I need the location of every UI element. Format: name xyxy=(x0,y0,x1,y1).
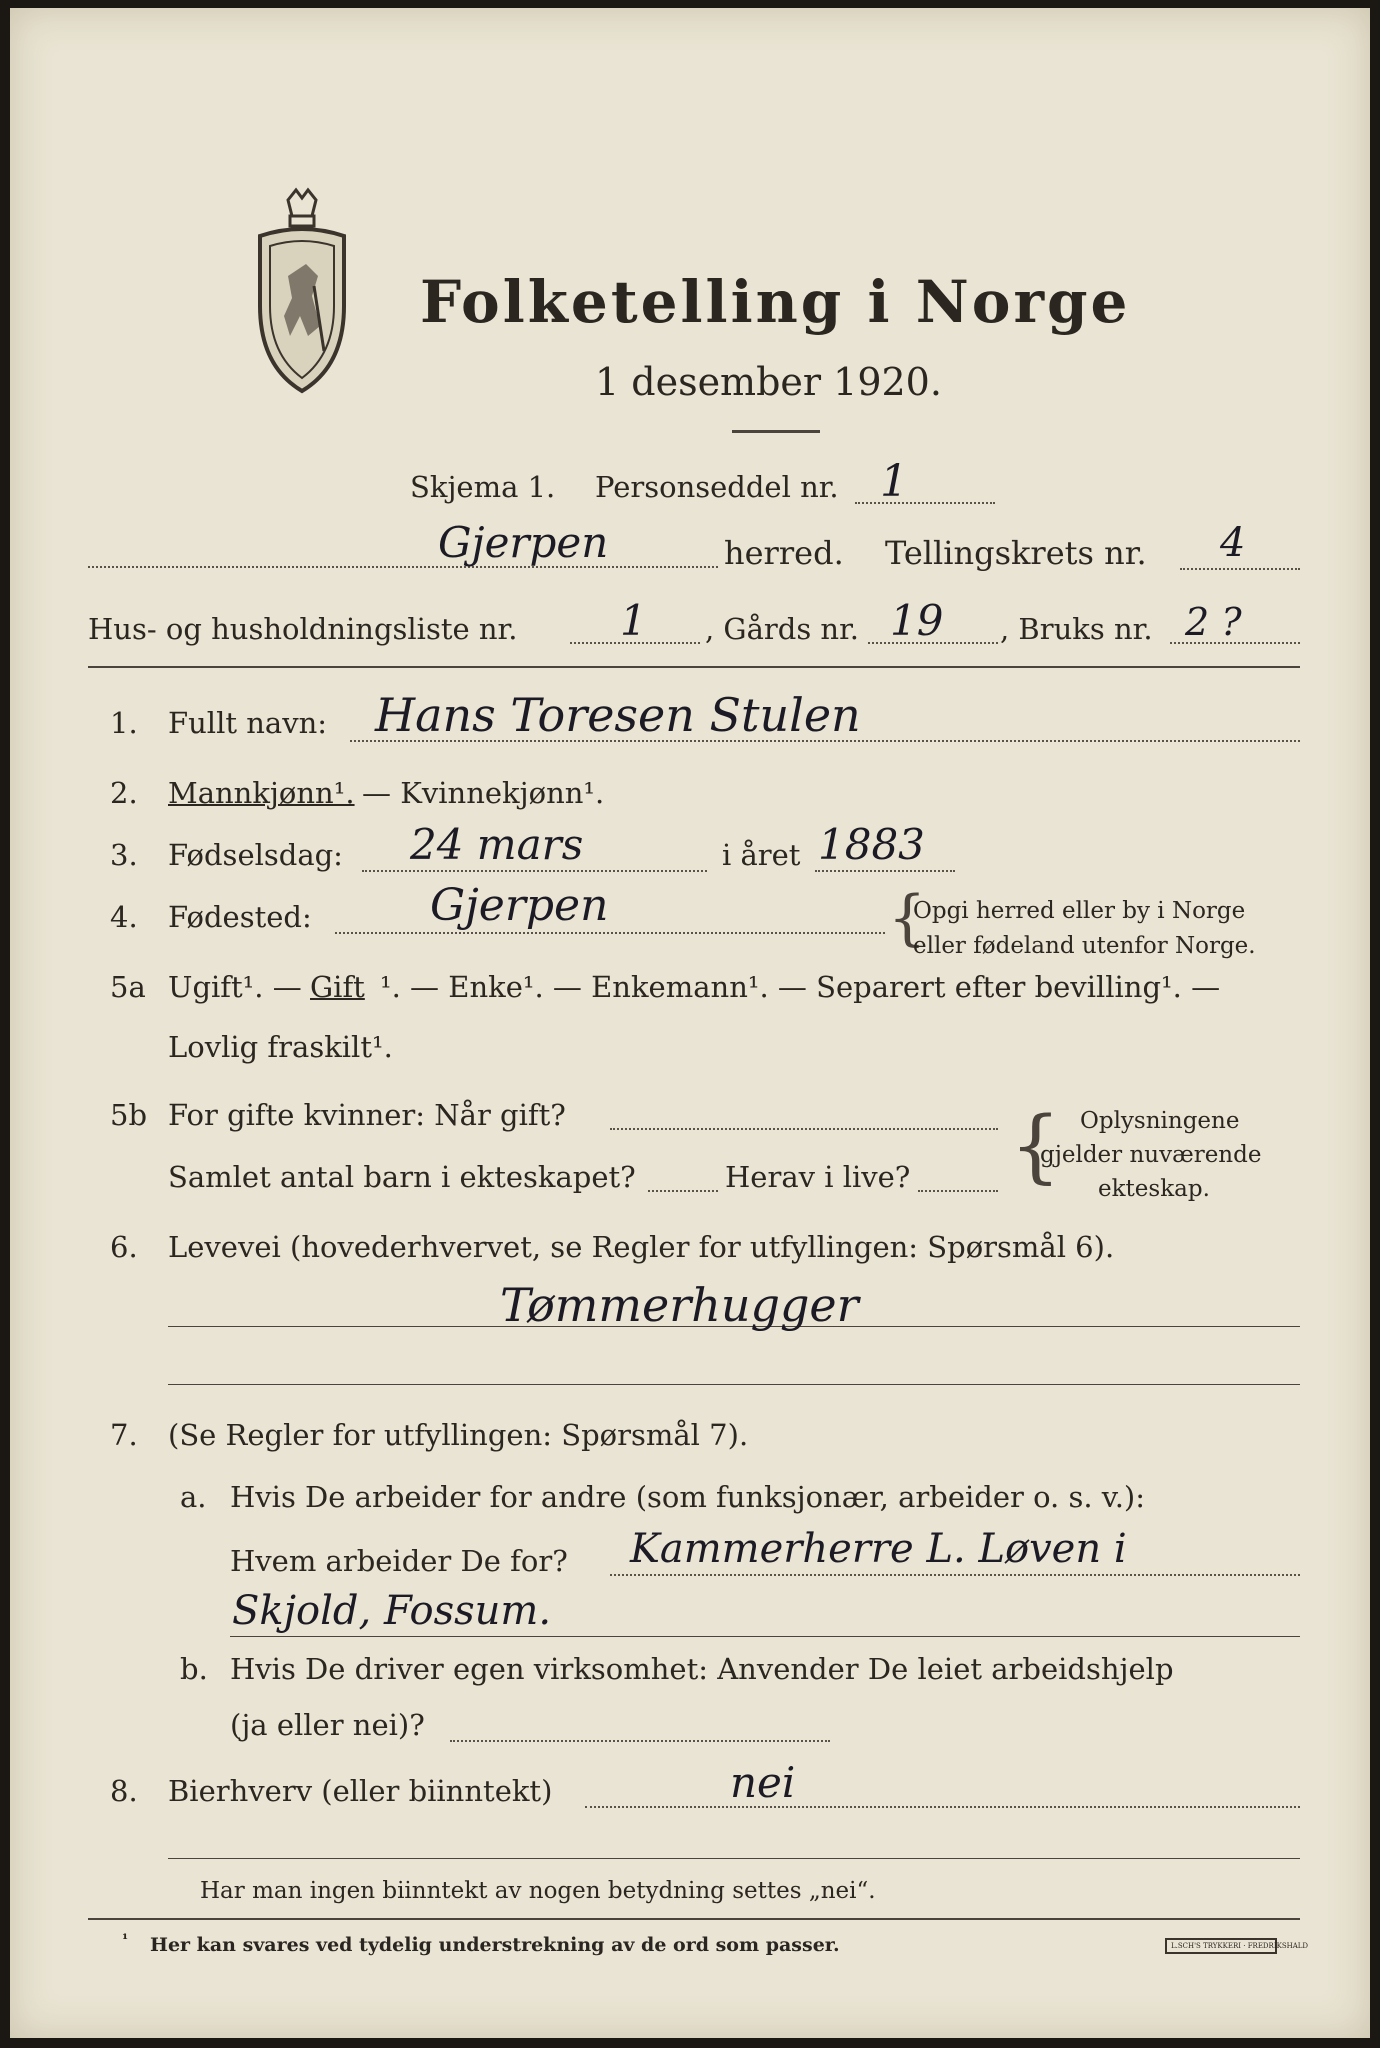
footer-note: Har man ingen biinntekt av nogen betydning settes „nei“. xyxy=(200,1878,876,1904)
q3-year-dots xyxy=(815,870,955,872)
skjema-label: Skjema 1. xyxy=(410,470,556,504)
tellingskrets-label: Tellingskrets nr. xyxy=(885,534,1147,572)
coat-of-arms-icon xyxy=(250,186,355,396)
husliste-value: 1 xyxy=(620,596,647,645)
q5b-brace: { xyxy=(1010,1099,1061,1192)
bruks-value: 2 ? xyxy=(1185,600,1242,644)
q5b-alive-dots xyxy=(918,1190,998,1192)
herred-value: Gjerpen xyxy=(438,518,609,567)
q3-number: 3. xyxy=(110,838,138,872)
footnote-text: Her kan svares ved tydelig understrekning av de ord som passer. xyxy=(150,1934,840,1956)
q2-number: 2. xyxy=(110,776,138,810)
q7a-employer-line2: Skjold, Fossum. xyxy=(232,1588,552,1634)
q8-line-2 xyxy=(168,1858,1300,1859)
q8-dots xyxy=(585,1806,1300,1808)
q4-brace: { xyxy=(888,883,927,953)
q7b-text: Hvis De driver egen virksomhet: Anvender De leiet arbeidshjelp xyxy=(230,1652,1174,1686)
q6-number: 6. xyxy=(110,1230,138,1264)
q5b-number: 5b xyxy=(110,1098,148,1132)
q5b-note-1: Oplysningene xyxy=(1080,1108,1240,1134)
header-rule xyxy=(88,666,1300,668)
q5b-note-2: gjelder nuværende xyxy=(1040,1142,1262,1168)
husliste-label: Hus- og husholdningsliste nr. xyxy=(88,612,518,646)
q7a-dots xyxy=(610,1574,1300,1576)
q4-label: Fødested: xyxy=(168,900,312,934)
census-form-page xyxy=(10,8,1370,2038)
census-date: 1 desember 1920. xyxy=(595,360,942,404)
q4-note-1: Opgi herred eller by i Norge xyxy=(913,898,1246,924)
q5a-ugift: Ugift¹. — xyxy=(168,970,302,1004)
q5a-options: ¹. — Enke¹. — Enkemann¹. — Separert efter bevilling¹. — xyxy=(380,970,1221,1004)
q1-number: 1. xyxy=(110,706,138,740)
title-divider xyxy=(732,430,820,433)
q7-number: 7. xyxy=(110,1418,138,1452)
printer-stamp: L.SCH'S TRYKKERI · FREDRIKSHALD xyxy=(1165,1938,1277,1954)
q5a-number: 5a xyxy=(110,970,146,1004)
herred-label: herred. xyxy=(724,534,844,572)
q5b-note-3: ekteskap. xyxy=(1098,1176,1210,1202)
q7b-yesno-label: (ja eller nei)? xyxy=(230,1708,425,1742)
q8-label: Bierhverv (eller biinntekt) xyxy=(168,1774,553,1808)
q3-year-value: 1883 xyxy=(818,820,925,869)
q7a-text: Hvis De arbeider for andre (som funksjonær, arbeider o. s. v.): xyxy=(230,1480,1146,1514)
q5b-children-label: Samlet antal barn i ekteskapet? xyxy=(168,1160,636,1194)
form-title: Folketelling i Norge xyxy=(420,268,1131,336)
q7a-employer-line1: Kammerherre L. Løven i xyxy=(630,1526,1127,1572)
q7-label: (Se Regler for utfyllingen: Spørsmål 7). xyxy=(168,1418,749,1452)
q5b-children-dots xyxy=(648,1190,718,1192)
q5b-married-dots xyxy=(610,1128,998,1130)
q7a-letter: a. xyxy=(180,1480,207,1514)
q3-dots xyxy=(362,870,707,872)
q8-value: nei xyxy=(730,1758,796,1807)
gards-value: 19 xyxy=(890,596,944,645)
q5a-gift: Gift xyxy=(310,970,365,1004)
q3-label: Fødselsdag: xyxy=(168,838,343,872)
q5a-fraskilt: Lovlig fraskilt¹. xyxy=(168,1030,393,1064)
q6-label: Levevei (hovederhvervet, se Regler for utfyllingen: Spørsmål 6). xyxy=(168,1230,1115,1264)
personseddel-value: 1 xyxy=(880,456,908,507)
q6-line-2 xyxy=(168,1384,1300,1385)
q1-value: Hans Toresen Stulen xyxy=(375,688,861,742)
q2-female: — Kvinnekjønn¹. xyxy=(362,776,605,810)
gards-label: , Gårds nr. xyxy=(705,612,859,646)
q5b-label: For gifte kvinner: Når gift? xyxy=(168,1098,566,1132)
herred-dots xyxy=(88,566,718,568)
footer-rule xyxy=(88,1918,1300,1920)
personseddel-dots xyxy=(855,502,995,504)
q1-label: Fullt navn: xyxy=(168,706,328,740)
q2-male: Mannkjønn¹. xyxy=(168,776,355,810)
q8-number: 8. xyxy=(110,1774,138,1808)
q7b-letter: b. xyxy=(180,1652,208,1686)
q4-note-2: eller fødeland utenfor Norge. xyxy=(913,933,1256,959)
tellingskrets-dots xyxy=(1180,568,1300,570)
tellingskrets-value: 4 xyxy=(1220,520,1246,566)
q4-number: 4. xyxy=(110,900,138,934)
q6-value: Tømmerhugger xyxy=(500,1278,859,1332)
q4-dots xyxy=(335,932,885,934)
q7a-line-2 xyxy=(230,1636,1300,1637)
personseddel-label: Personseddel nr. xyxy=(595,470,839,504)
q5b-alive-label: Herav i live? xyxy=(725,1160,911,1194)
q7a-who-label: Hvem arbeider De for? xyxy=(230,1544,568,1578)
q4-value: Gjerpen xyxy=(430,880,609,931)
footnote-mark: ¹ xyxy=(122,1932,129,1948)
q7b-dots xyxy=(450,1740,830,1742)
bruks-label: , Bruks nr. xyxy=(1000,612,1153,646)
q3-year-label: i året xyxy=(722,838,801,872)
q3-value: 24 mars xyxy=(410,820,584,869)
